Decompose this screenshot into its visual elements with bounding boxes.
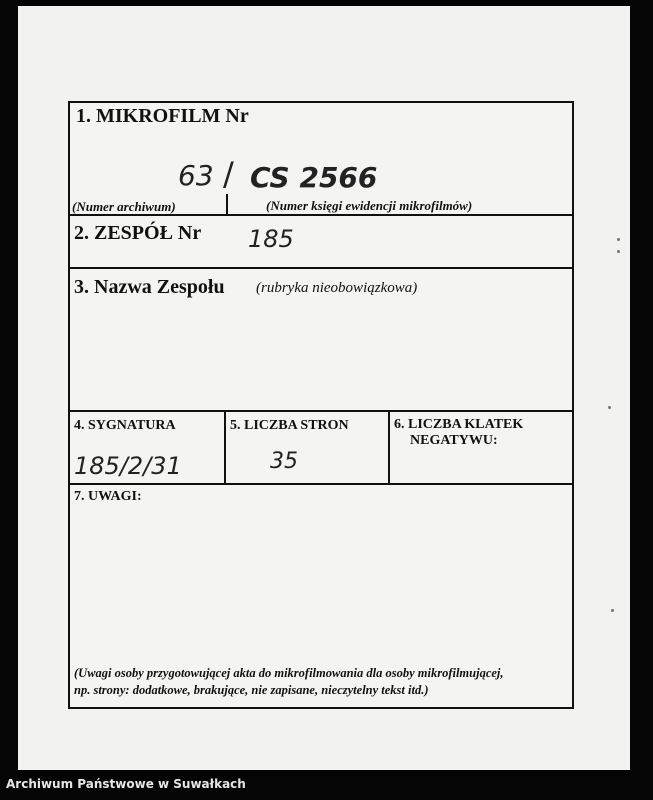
handwritten-collection-number: 185: [248, 225, 294, 253]
speck: [617, 238, 620, 241]
column-divider: [388, 410, 390, 483]
section1-title: 1. MIKROFILM Nr: [76, 105, 249, 127]
section6-title-line2: NEGATYWU:: [410, 433, 498, 448]
section3-title: 3. Nazwa Zespołu: [74, 276, 225, 298]
divider: [70, 214, 572, 216]
column-divider: [224, 410, 226, 483]
divider: [70, 267, 572, 269]
divider: [70, 483, 572, 485]
archive-number-label: (Numer archiwum): [72, 199, 176, 214]
handwritten-slash: /: [223, 155, 234, 193]
section3-note: (rubryka nieobowiązkowa): [256, 280, 418, 296]
remarks-footnote-line1: (Uwagi osoby przygotowującej akta do mikrofilmowania dla osoby mikrofilmującej,: [74, 666, 504, 680]
section2-title: 2. ZESPÓŁ Nr: [74, 222, 202, 244]
remarks-footnote-line2: np. strony: dodatkowe, brakujące, nie zapisane, nieczytelny tekst itd.): [74, 683, 429, 697]
handwritten-registry-number: CS 2566: [250, 161, 378, 194]
microfilm-card: [68, 101, 574, 709]
label-divider: [226, 194, 228, 214]
handwritten-archive-number: 63: [178, 159, 214, 192]
speck: [611, 609, 614, 612]
section6-title-line1: 6. LICZBA KLATEK: [394, 417, 524, 432]
section7-title: 7. UWAGI:: [74, 489, 142, 504]
speck: [608, 406, 611, 409]
section5-title: 5. LICZBA STRON: [230, 418, 349, 433]
divider: [70, 410, 572, 412]
handwritten-signature-number: 185/2/31: [74, 452, 182, 480]
archive-watermark: Archiwum Państwowe w Suwałkach: [6, 777, 246, 791]
handwritten-page-count: 35: [270, 449, 298, 474]
section4-title: 4. SYGNATURA: [74, 418, 176, 433]
speck: [617, 250, 620, 253]
registry-number-label: (Numer księgi ewidencji mikrofilmów): [266, 198, 473, 213]
